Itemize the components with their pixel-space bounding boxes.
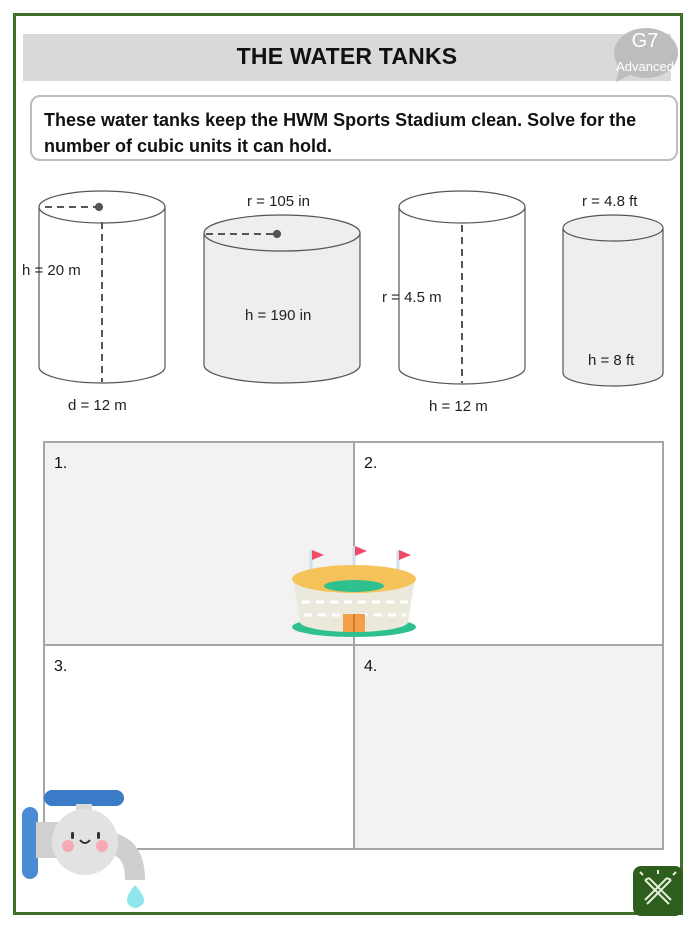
page-title: THE WATER TANKS	[236, 43, 458, 69]
fig1-diameter-label: d = 12 m	[68, 397, 127, 414]
instructions-box: These water tanks keep the HWM Sports Stadium clean. Solve for the number of cubic units it can hold.	[30, 95, 678, 161]
cell-label: 4.	[364, 658, 378, 675]
answer-cell-4[interactable]	[355, 646, 662, 848]
cell-label: 2.	[364, 455, 378, 472]
fig3-radius-label: r = 4.5 m	[382, 289, 442, 306]
cylinder-2	[204, 215, 360, 383]
cell-label: 3.	[54, 658, 68, 675]
level-label: Advanced	[616, 59, 674, 74]
cell-label: 1.	[54, 455, 68, 472]
pencils-logo-icon	[633, 866, 683, 916]
fig2-height-label: h = 190 in	[245, 307, 312, 324]
fig1-height-label: h = 20 m	[22, 262, 81, 279]
fig2-radius-label: r = 105 in	[247, 193, 310, 210]
fig4-height-label: h = 8 ft	[588, 352, 635, 369]
faucet-icon	[20, 780, 150, 910]
cylinder-1	[39, 191, 165, 383]
cylinder-3	[399, 191, 525, 384]
stadium-icon	[290, 542, 418, 642]
fig3-height-label: h = 12 m	[429, 398, 488, 415]
grade-label: G7	[631, 30, 659, 52]
fig4-radius-label: r = 4.8 ft	[582, 193, 638, 210]
